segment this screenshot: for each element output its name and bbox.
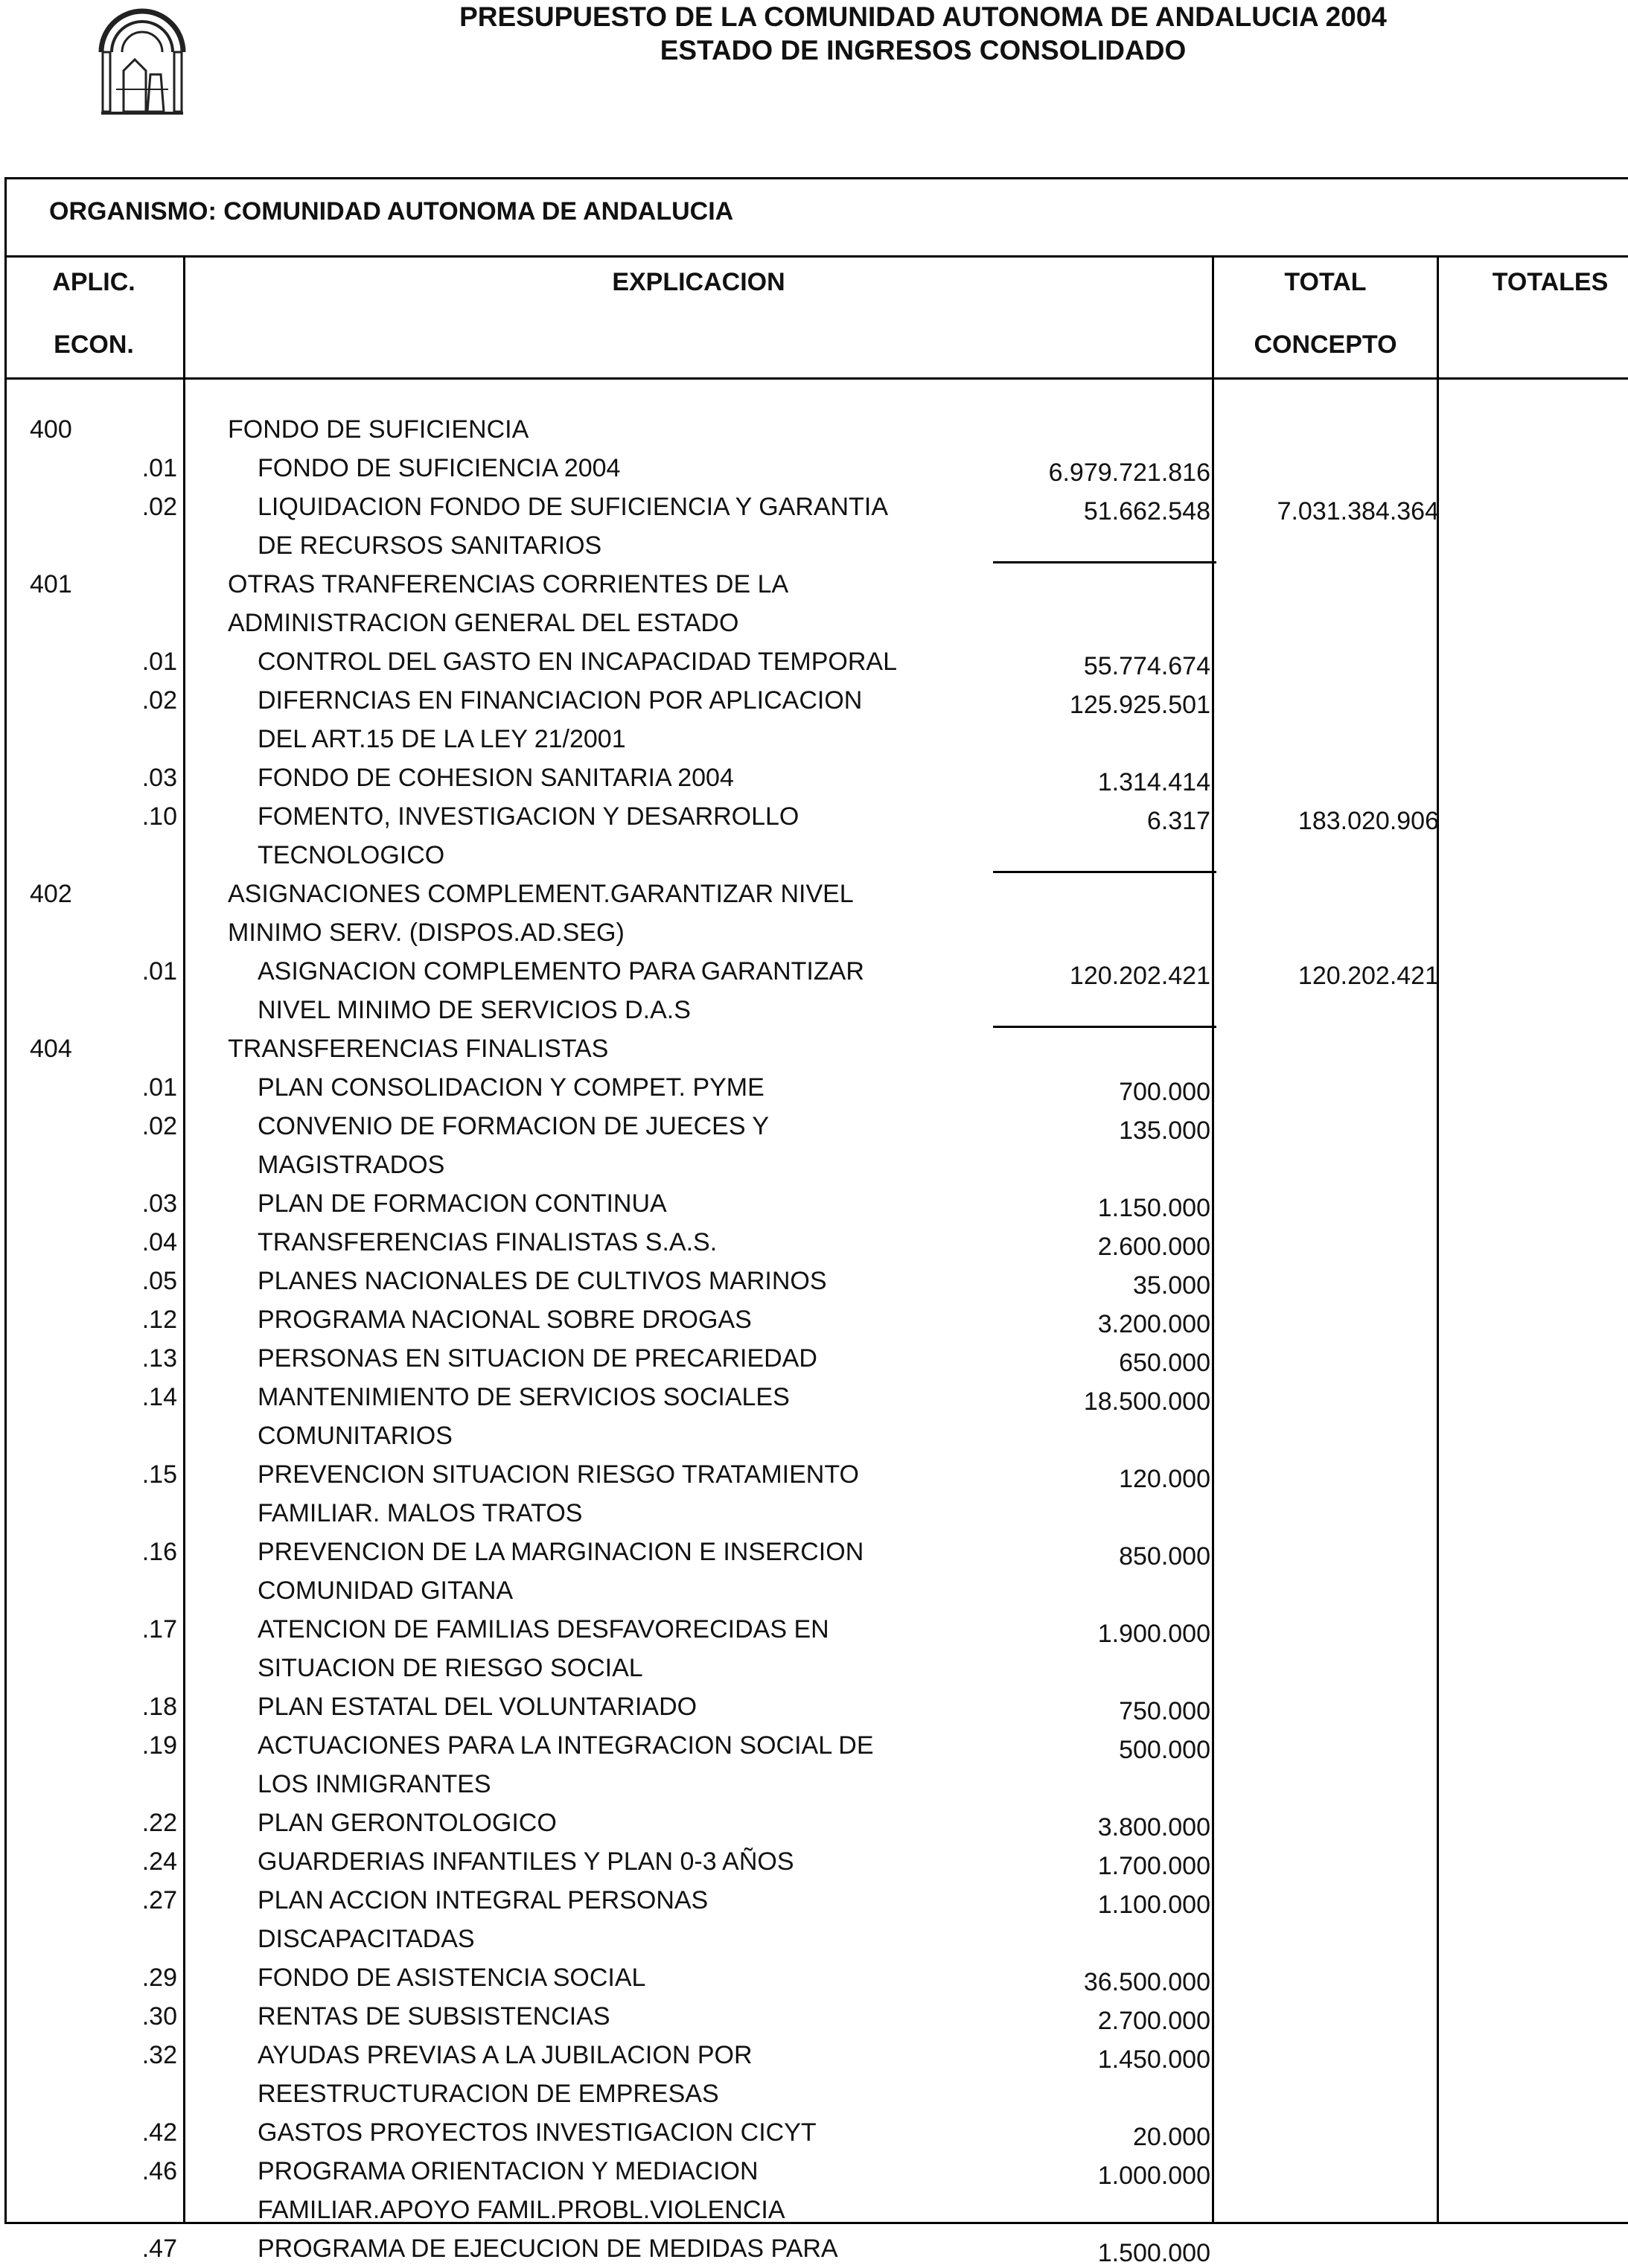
- row-amount: 1.900.000: [1097, 1620, 1210, 1648]
- table-row: [4, 1879, 1628, 1917]
- row-total-concepto: 120.202.421: [1297, 962, 1439, 990]
- row-code: .14: [141, 1383, 177, 1411]
- row-description: PLAN DE FORMACION CONTINUA: [258, 1189, 667, 1218]
- header-aplic: APLIC.: [52, 268, 135, 296]
- row-code: .03: [141, 1189, 177, 1218]
- row-description: PLAN GERONTOLOGICO: [258, 1809, 557, 1837]
- table-row: [4, 950, 1628, 988]
- row-code: .15: [141, 1460, 177, 1489]
- table-row: [4, 2072, 1628, 2111]
- row-description: PLAN ACCION INTEGRAL PERSONAS: [258, 1886, 709, 1914]
- row-description: FAMILIAR.APOYO FAMIL.PROBL.VIOLENCIA: [258, 2196, 785, 2224]
- table-row: [4, 640, 1628, 679]
- row-code: .32: [141, 2041, 177, 2069]
- row-description: GUARDERIAS INFANTILES Y PLAN 0-3 AÑOS: [258, 1847, 794, 1876]
- row-description: RENTAS DE SUBSISTENCIAS: [258, 2002, 610, 2031]
- row-description: ADMINISTRACION GENERAL DEL ESTADO: [228, 609, 739, 637]
- table-row: [4, 911, 1628, 950]
- table-row: [4, 756, 1628, 795]
- row-description: PREVENCION SITUACION RIESGO TRATAMIENTO: [258, 1460, 859, 1489]
- table-row: [4, 2111, 1628, 2150]
- header-totales: TOTALES: [1492, 268, 1609, 296]
- table-row: [4, 1259, 1628, 1298]
- andalucia-emblem-logo: [94, 0, 191, 119]
- row-description: LOS INMIGRANTES: [258, 1770, 491, 1798]
- row-description: MANTENIMIENTO DE SERVICIOS SOCIALES: [258, 1383, 790, 1411]
- table-row: [4, 1143, 1628, 1182]
- row-amount: 1.700.000: [1097, 1852, 1210, 1880]
- header-rule-bottom: [4, 377, 1628, 380]
- table-row: [4, 1646, 1628, 1685]
- row-amount: 6.979.721.816: [1048, 459, 1210, 487]
- row-code: .01: [141, 648, 177, 676]
- row-description: OTRAS TRANFERENCIAS CORRIENTES DE LA: [228, 570, 789, 598]
- table-row: [4, 679, 1628, 718]
- header-econ: ECON.: [54, 330, 134, 359]
- row-description: PROGRAMA ORIENTACION Y MEDIACION: [258, 2157, 759, 2185]
- row-description: PROGRAMA NACIONAL SOBRE DROGAS: [258, 1306, 752, 1334]
- table-row: [4, 834, 1628, 872]
- row-code: .02: [141, 493, 177, 521]
- table-row: [4, 1492, 1628, 1530]
- row-amount: 1.450.000: [1097, 2045, 1210, 2074]
- table-row: [4, 1414, 1628, 1453]
- row-total-concepto: 7.031.384.364: [1277, 497, 1439, 526]
- row-amount: 2.700.000: [1097, 2007, 1210, 2035]
- row-code: 404: [30, 1035, 72, 1063]
- row-code: .01: [141, 1073, 177, 1102]
- row-amount: 3.800.000: [1097, 1813, 1210, 1841]
- table-row: [4, 485, 1628, 524]
- header-rule-top: [4, 255, 1628, 258]
- row-amount: 135.000: [1119, 1117, 1210, 1145]
- table-row: [4, 1608, 1628, 1646]
- row-amount: 750.000: [1119, 1697, 1210, 1725]
- row-description: ASIGNACION COMPLEMENTO PARA GARANTIZAR: [258, 957, 864, 986]
- table-row: [4, 2227, 1628, 2266]
- row-code: .03: [141, 764, 177, 792]
- row-code: .16: [141, 1538, 177, 1566]
- table-row: [4, 1182, 1628, 1221]
- table-row: [4, 1724, 1628, 1763]
- table-row: [4, 1763, 1628, 1801]
- row-description: PLAN ESTATAL DEL VOLUNTARIADO: [258, 1693, 698, 1721]
- document-title: [223, 0, 1623, 67]
- row-code: 402: [30, 880, 72, 908]
- row-description: REESTRUCTURACION DE EMPRESAS: [258, 2080, 719, 2108]
- table-row: [4, 1685, 1628, 1724]
- row-description: PLANES NACIONALES DE CULTIVOS MARINOS: [258, 1267, 827, 1295]
- table-row: [4, 563, 1628, 601]
- row-amount: 125.925.501: [1069, 691, 1210, 719]
- row-code: .02: [141, 686, 177, 715]
- row-amount: 1.000.000: [1097, 2162, 1210, 2190]
- table-row: [4, 1995, 1628, 2034]
- row-description: CONVENIO DE FORMACION DE JUECES Y: [258, 1112, 770, 1140]
- row-amount: 55.774.674: [1083, 652, 1210, 680]
- table-row: [4, 447, 1628, 485]
- row-description: FAMILIAR. MALOS TRATOS: [258, 1499, 583, 1527]
- row-description: PROGRAMA DE EJECUCION DE MEDIDAS PARA: [258, 2235, 838, 2263]
- row-code: .12: [141, 1306, 177, 1334]
- row-amount: 36.500.000: [1083, 1968, 1210, 1996]
- row-description: ACTUACIONES PARA LA INTEGRACION SOCIAL DE: [258, 1731, 874, 1760]
- row-description: COMUNIDAD GITANA: [258, 1577, 514, 1605]
- row-code: .30: [141, 2002, 177, 2031]
- table-row: [4, 2034, 1628, 2072]
- row-code: .01: [141, 957, 177, 986]
- row-amount: 500.000: [1119, 1736, 1210, 1764]
- row-description: CONTROL DEL GASTO EN INCAPACIDAD TEMPORAL: [258, 648, 897, 676]
- table-row: [4, 1801, 1628, 1840]
- row-amount: 2.600.000: [1097, 1233, 1210, 1261]
- row-description: ATENCION DE FAMILIAS DESFAVORECIDAS EN: [258, 1615, 829, 1643]
- row-code: .18: [141, 1693, 177, 1721]
- row-code: .29: [141, 1964, 177, 1992]
- row-description: FONDO DE SUFICIENCIA: [228, 415, 529, 444]
- row-code: .01: [141, 454, 177, 482]
- row-code: 400: [30, 415, 72, 444]
- title-line-1: PRESUPUESTO DE LA COMUNIDAD AUTONOMA DE ANDALUCIA 2004: [459, 1, 1387, 32]
- table-row: [4, 1376, 1628, 1414]
- row-code: .13: [141, 1344, 177, 1373]
- table-row: [4, 795, 1628, 834]
- table-row: [4, 1956, 1628, 1995]
- header-total: TOTAL: [1284, 268, 1367, 296]
- table-row: [4, 1337, 1628, 1376]
- row-description: NIVEL MINIMO DE SERVICIOS D.A.S: [258, 996, 691, 1024]
- title-line-2: ESTADO DE INGRESOS CONSOLIDADO: [660, 35, 1187, 66]
- row-amount: 20.000: [1133, 2123, 1210, 2151]
- row-description: TECNOLOGICO: [258, 841, 445, 869]
- header-explicacion: EXPLICACION: [612, 268, 785, 296]
- table-row: [4, 2188, 1628, 2227]
- table-row: [4, 1221, 1628, 1259]
- row-description: FONDO DE COHESION SANITARIA 2004: [258, 764, 734, 792]
- table-row: [4, 872, 1628, 911]
- budget-rows: [4, 408, 1628, 2266]
- table-row: [4, 1027, 1628, 1066]
- row-amount: 1.314.414: [1097, 768, 1210, 796]
- row-code: 401: [30, 570, 72, 598]
- row-description: DE RECURSOS SANITARIOS: [258, 531, 602, 560]
- organismo-label: ORGANISMO: COMUNIDAD AUTONOMA DE ANDALUCIA: [49, 197, 734, 226]
- row-description: PLAN CONSOLIDACION Y COMPET. PYME: [258, 1073, 764, 1102]
- table-row: [4, 1453, 1628, 1492]
- row-description: GASTOS PROYECTOS INVESTIGACION CICYT: [258, 2118, 817, 2147]
- row-amount: 650.000: [1119, 1349, 1210, 1377]
- row-code: .17: [141, 1615, 177, 1643]
- row-total-concepto: 183.020.906: [1297, 807, 1439, 835]
- row-description: DISCAPACITADAS: [258, 1925, 475, 1953]
- table-row: [4, 1530, 1628, 1569]
- row-amount: 6.317: [1146, 807, 1210, 835]
- row-code: .24: [141, 1847, 177, 1876]
- row-code: .47: [141, 2235, 177, 2263]
- row-description: TRANSFERENCIAS FINALISTAS S.A.S.: [258, 1228, 718, 1256]
- table-row: [4, 1105, 1628, 1143]
- row-description: PREVENCION DE LA MARGINACION E INSERCION: [258, 1538, 864, 1566]
- row-description: COMUNITARIOS: [258, 1422, 453, 1450]
- header-concepto: CONCEPTO: [1254, 330, 1397, 359]
- table-row: [4, 2150, 1628, 2188]
- row-amount: 120.000: [1119, 1465, 1210, 1493]
- row-amount: 120.202.421: [1069, 962, 1210, 990]
- row-description: DEL ART.15 DE LA LEY 21/2001: [258, 725, 626, 753]
- row-code: .05: [141, 1267, 177, 1295]
- row-code: .22: [141, 1809, 177, 1837]
- table-row: [4, 601, 1628, 640]
- table-row: [4, 1569, 1628, 1608]
- row-description: MINIMO SERV. (DISPOS.AD.SEG): [228, 919, 625, 947]
- row-amount: 1.150.000: [1097, 1194, 1210, 1222]
- row-amount: 1.100.000: [1097, 1891, 1210, 1919]
- row-amount: 1.500.000: [1097, 2239, 1210, 2267]
- table-row: [4, 524, 1628, 563]
- row-description: DIFERNCIAS EN FINANCIACION POR APLICACION: [258, 686, 863, 715]
- row-amount: 18.500.000: [1083, 1387, 1210, 1416]
- row-description: ASIGNACIONES COMPLEMENT.GARANTIZAR NIVEL: [228, 880, 854, 908]
- row-code: .19: [141, 1731, 177, 1760]
- row-code: .02: [141, 1112, 177, 1140]
- row-code: .27: [141, 1886, 177, 1914]
- row-description: PERSONAS EN SITUACION DE PRECARIEDAD: [258, 1344, 817, 1373]
- row-amount: 850.000: [1119, 1542, 1210, 1571]
- row-description: TRANSFERENCIAS FINALISTAS: [228, 1035, 609, 1063]
- row-code: .46: [141, 2157, 177, 2185]
- row-description: LIQUIDACION FONDO DE SUFICIENCIA Y GARANTIA: [258, 493, 888, 521]
- row-description: FONDO DE ASISTENCIA SOCIAL: [258, 1964, 646, 1992]
- row-description: FONDO DE SUFICIENCIA 2004: [258, 454, 621, 482]
- row-amount: 35.000: [1133, 1271, 1210, 1300]
- table-row: [4, 1066, 1628, 1105]
- row-description: MAGISTRADOS: [258, 1151, 445, 1179]
- row-code: .42: [141, 2118, 177, 2147]
- row-amount: 3.200.000: [1097, 1310, 1210, 1338]
- table-row: [4, 718, 1628, 756]
- table-row: [4, 408, 1628, 447]
- table-row: [4, 1917, 1628, 1956]
- table-row: [4, 1298, 1628, 1337]
- row-description: SITUACION DE RIESGO SOCIAL: [258, 1654, 643, 1682]
- row-amount: 51.662.548: [1083, 497, 1210, 526]
- table-row: [4, 1840, 1628, 1879]
- table-row: [4, 988, 1628, 1027]
- row-description: FOMENTO, INVESTIGACION Y DESARROLLO: [258, 802, 799, 831]
- row-code: .10: [141, 802, 177, 831]
- row-description: AYUDAS PREVIAS A LA JUBILACION POR: [258, 2041, 753, 2069]
- row-code: .04: [141, 1228, 177, 1256]
- row-amount: 700.000: [1119, 1078, 1210, 1106]
